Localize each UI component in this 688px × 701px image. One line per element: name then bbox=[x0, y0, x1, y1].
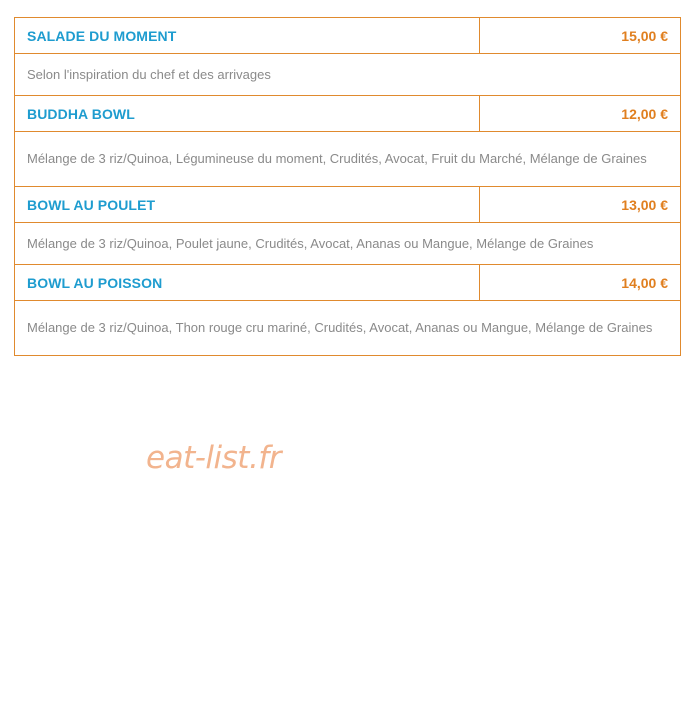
item-description: Mélange de 3 riz/Quinoa, Thon rouge cru mariné, Crudités, Avocat, Ananas ou Mangue, Mélange de Graines bbox=[15, 301, 681, 356]
item-price: 12,00 € bbox=[480, 96, 681, 132]
menu-item-description-row bbox=[15, 132, 681, 187]
item-description: Mélange de 3 riz/Quinoa, Légumineuse du moment, Crudités, Avocat, Fruit du Marché, Mélange de Graines bbox=[15, 132, 681, 187]
watermark: eat-list.fr bbox=[146, 440, 281, 476]
menu-item-description-row bbox=[15, 301, 681, 356]
item-price: 15,00 € bbox=[480, 18, 681, 54]
item-name: BOWL AU POULET bbox=[15, 187, 480, 223]
menu-item-row bbox=[15, 96, 681, 132]
item-name: SALADE DU MOMENT bbox=[15, 18, 480, 54]
item-price: 14,00 € bbox=[480, 265, 681, 301]
item-description: Mélange de 3 riz/Quinoa, Poulet jaune, Crudités, Avocat, Ananas ou Mangue, Mélange de Graines bbox=[15, 223, 681, 265]
menu-item-row bbox=[15, 187, 681, 223]
item-name: BUDDHA BOWL bbox=[15, 96, 480, 132]
item-price: 13,00 € bbox=[480, 187, 681, 223]
menu-item-description-row bbox=[15, 223, 681, 265]
menu-table bbox=[14, 17, 681, 356]
menu-item-row bbox=[15, 18, 681, 54]
menu-item-row bbox=[15, 265, 681, 301]
item-name: BOWL AU POISSON bbox=[15, 265, 480, 301]
item-description: Selon l'inspiration du chef et des arrivages bbox=[15, 54, 681, 96]
menu-item-description-row bbox=[15, 54, 681, 96]
